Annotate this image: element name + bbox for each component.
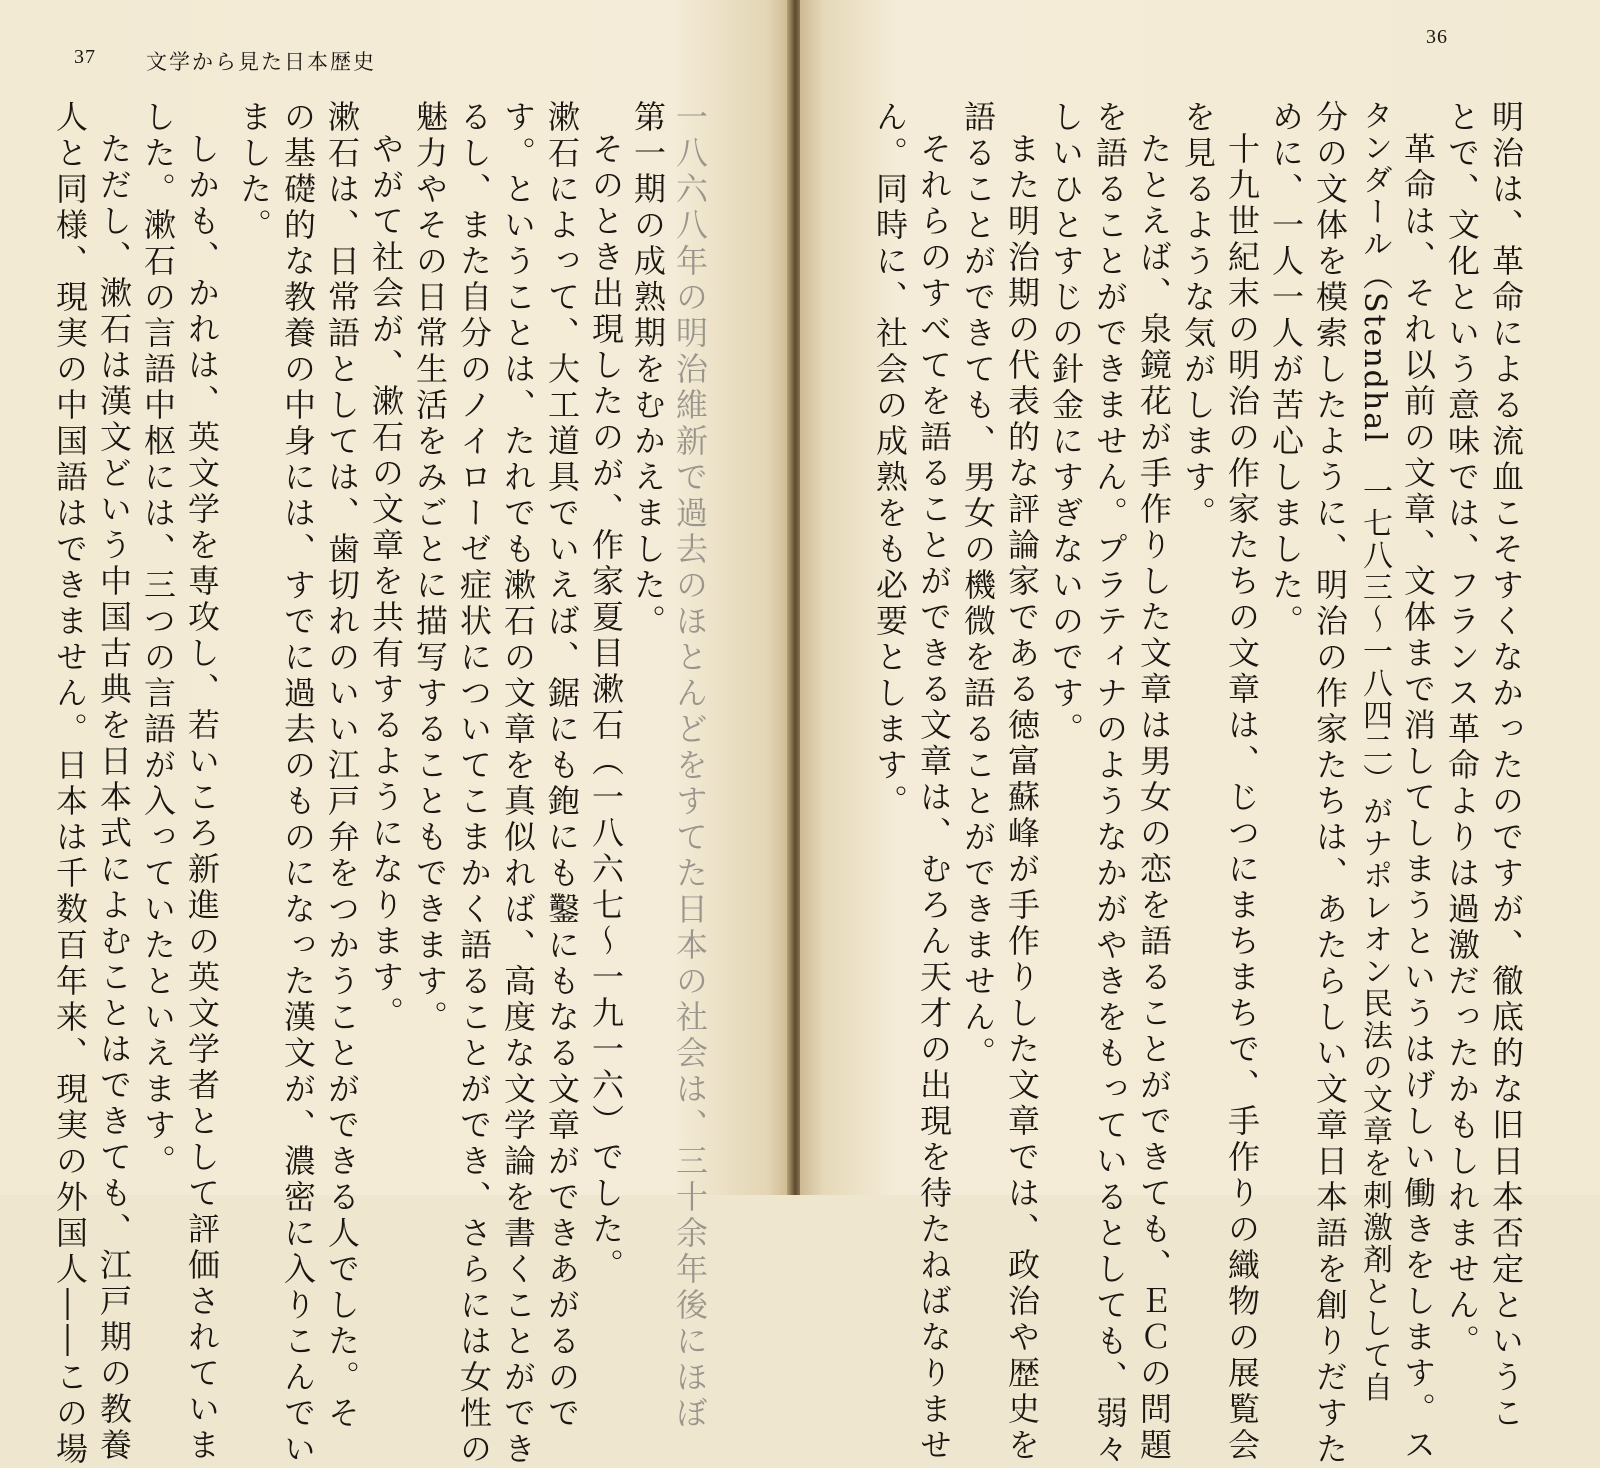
right-page — [800, 0, 1600, 1468]
text-column: 漱石によって、大工道具でいえば、鋸にも鉋にも鑿にもなる文章ができあがるので — [543, 100, 581, 1432]
text-column: しかも、かれは、英文学を専攻し、若いころ新進の英文学者として評価されていま — [183, 132, 221, 1464]
text-column: タンダール（Stendhal 一七八三〜一八四二）がナポレオン民法の文章を刺激剤として自 — [1357, 100, 1392, 1404]
text-column: 漱石は、日常語としては、歯切れのいい江戸弁をつかうことができる人でした。そ — [323, 100, 361, 1432]
text-column: たとえば、泉鏡花が手作りした文章は男女の恋を語ることができても、ＥＣの問題 — [1135, 132, 1173, 1464]
text-column: 魅力やその日常生活をみごとに描写することもできます。 — [411, 100, 449, 1036]
text-column: ただし、漱石は漢文どいう中国古典を日本式によむことはできても、江戸期の教養 — [95, 132, 133, 1464]
text-column: 第一期の成熟期をむかえました。 — [629, 100, 667, 640]
text-column: 分の文体を模索したように、明治の作家たちは、あたらしい文章日本語を創りだすた — [1311, 100, 1349, 1468]
text-column: それらのすべてを語ることができる文章は、むろん天才の出現を待たねばなりませ — [915, 132, 953, 1464]
text-column: 人と同様、現実の中国語はできません。日本は千数百年来、現実の外国人――この場 — [51, 100, 89, 1468]
text-column: 十九世紀末の明治の作家たちの文章は、じつにまちまちで、手作りの織物の展覧会 — [1223, 132, 1261, 1464]
text-column: とで、文化という意味では、フランス革命よりは過激だったかもしれません。 — [1443, 100, 1481, 1360]
text-column: 革命は、それ以前の文章、文体まで消してしまうというはげしい働きをします。ス — [1399, 132, 1437, 1464]
text-column: また明治期の代表的な評論家である徳富蘇峰が手作りした文章では、政治や歴史を — [1003, 132, 1041, 1464]
page-number-left: 37 — [74, 46, 96, 68]
left-page — [0, 0, 792, 1468]
page-number-right: 36 — [1426, 26, 1448, 48]
text-column: めに、一人一人が苦心しました。 — [1267, 100, 1305, 640]
text-column: しいひとすじの針金にすぎないのです。 — [1047, 100, 1085, 748]
text-column: やがて社会が、漱石の文章を共有するようになります。 — [367, 132, 405, 1032]
text-column: そのとき出現したのが、作家夏目漱石（一八六七〜一九一六）でした。 — [587, 132, 625, 1284]
text-column: ました。 — [235, 100, 273, 244]
text-column: す。ということは、たれでも漱石の文章を真似れば、高度な文学論を書くことができ — [499, 100, 537, 1468]
text-column: を語ることができません。プラティナのようなかがやきをもっているとしても、弱々 — [1091, 100, 1129, 1468]
text-column: した。漱石の言語中枢には、三つの言語が入っていたといえます。 — [139, 100, 177, 1180]
text-column: ん。同時に、社会の成熟をも必要とします。 — [871, 100, 909, 820]
text-column: 明治は、革命による流血こそすくなかったのですが、徹底的な旧日本否定というこ — [1487, 100, 1525, 1432]
text-column: の基礎的な教養の中身には、すでに過去のものになった漢文が、濃密に入りこんでい — [279, 100, 317, 1468]
text-column: を見るような気がします。 — [1179, 100, 1217, 532]
text-column: 一八六八年の明治維新で過去のほとんどをすてた日本の社会は、三十余年後にほぼ — [671, 100, 709, 1432]
text-column: るし、また自分のノイローゼ症状についてこまかく語ることができ、さらには女性の — [455, 100, 493, 1468]
text-column: 語ることができても、男女の機微を語ることができません。 — [959, 100, 997, 1072]
running-head: 文学から見た日本歴史 — [146, 50, 376, 74]
